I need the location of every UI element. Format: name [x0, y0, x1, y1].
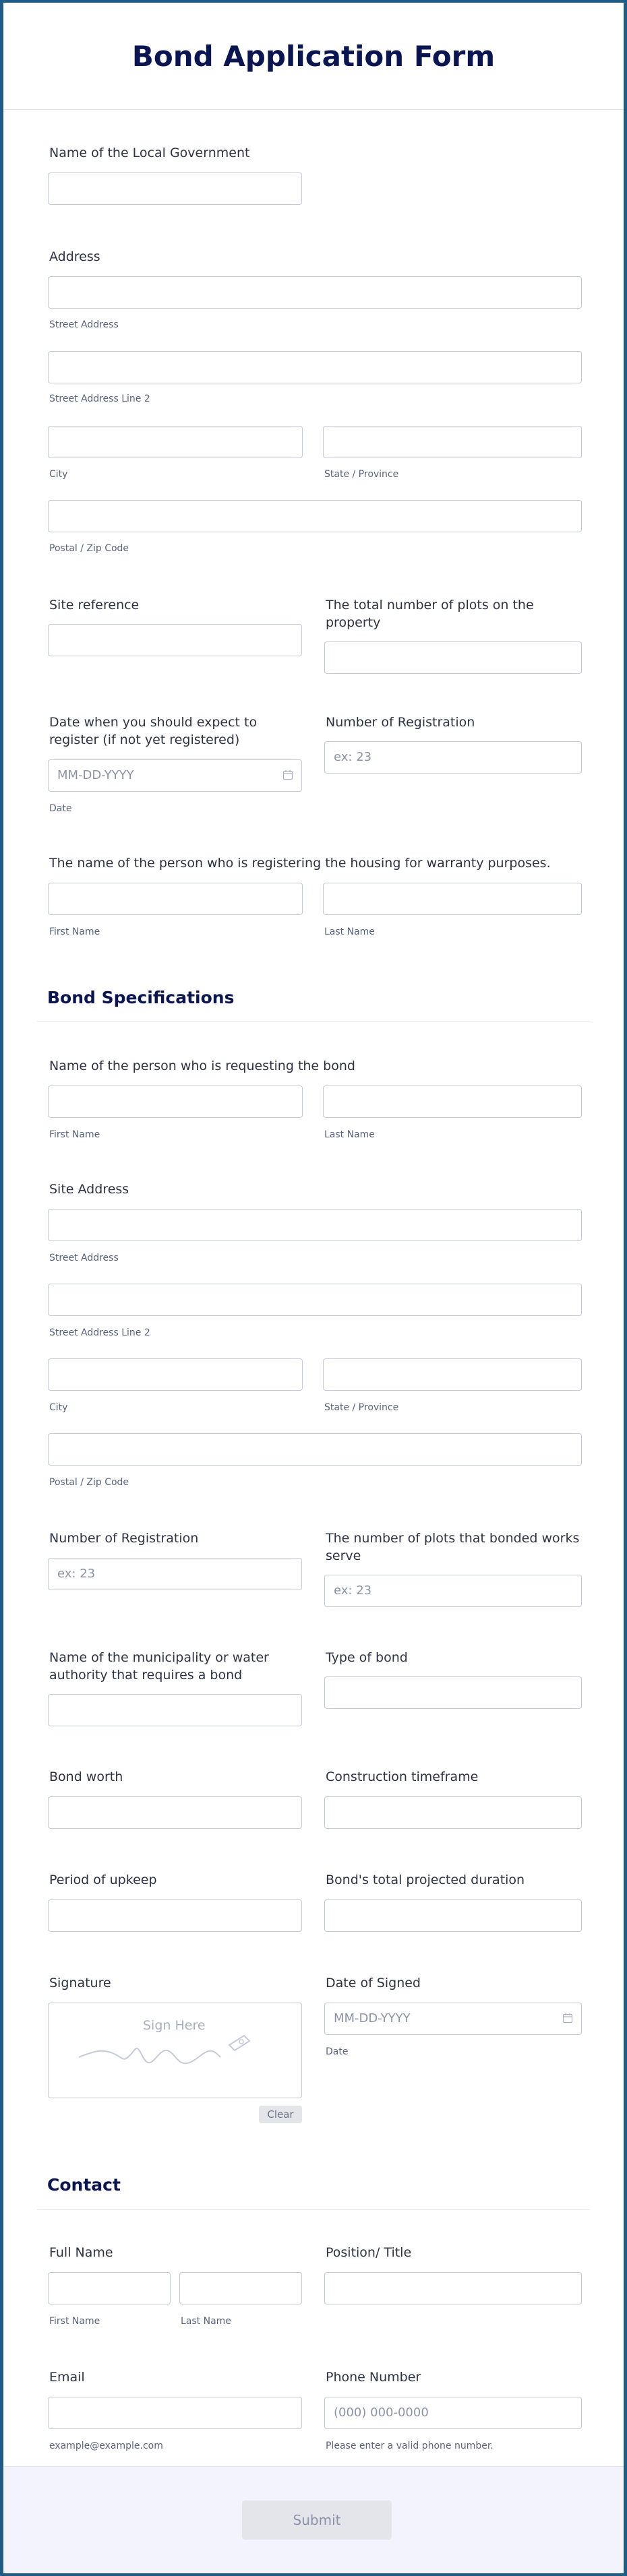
site-postal-code-input[interactable]	[48, 1433, 582, 1466]
registration-number-placeholder: ex: 23	[334, 750, 372, 764]
municipality-label: Name of the municipality or water authority that requires a bond	[49, 1650, 269, 1683]
site-street-address-input[interactable]	[48, 1209, 582, 1241]
city-sublabel: City	[49, 469, 68, 480]
type-of-bond-label: Type of bond	[326, 1650, 408, 1665]
city-input[interactable]	[48, 426, 303, 458]
date-signed-sublabel: Date	[326, 2046, 349, 2057]
registration-number-label: Number of Registration	[326, 715, 475, 730]
form-title: Bond Application Form	[131, 40, 496, 73]
type-of-bond-input[interactable]	[324, 1676, 582, 1709]
warranty-first-name-sublabel: First Name	[49, 926, 100, 937]
projected-duration-input[interactable]	[324, 1899, 582, 1932]
phone-number-input[interactable]	[324, 2397, 582, 2429]
contact-last-name-input[interactable]	[179, 2272, 302, 2304]
signature-pen-icon	[76, 2030, 271, 2071]
postal-code-sublabel: Postal / Zip Code	[49, 543, 129, 554]
warranty-first-name-input[interactable]	[48, 883, 303, 915]
contact-heading: Contact	[47, 2175, 121, 2195]
phone-number-hint: Please enter a valid phone number.	[326, 2441, 494, 2451]
contact-last-name-sublabel: Last Name	[181, 2316, 231, 2327]
bond-worth-input[interactable]	[48, 1796, 302, 1829]
date-signed-label: Date of Signed	[326, 1976, 421, 1990]
full-name-label: Full Name	[49, 2245, 113, 2260]
requesting-last-name-input[interactable]	[323, 1086, 582, 1118]
email-hint: example@example.com	[49, 2441, 163, 2451]
registration-number-input[interactable]	[324, 741, 582, 774]
postal-code-input[interactable]	[48, 500, 582, 532]
site-street-address-line2-input[interactable]	[48, 1284, 582, 1316]
bond-registration-number-input[interactable]	[48, 1558, 302, 1590]
phone-number-label: Phone Number	[326, 2370, 421, 2385]
local-government-label: Name of the Local Government	[49, 146, 250, 160]
bond-specifications-divider	[37, 1021, 590, 1022]
signature-pad[interactable]	[48, 2003, 302, 2098]
email-label: Email	[49, 2370, 85, 2385]
period-of-upkeep-input[interactable]	[48, 1899, 302, 1932]
expected-date-sublabel: Date	[49, 803, 72, 814]
site-state-sublabel: State / Province	[324, 1402, 399, 1413]
expected-date-label: Date when you should expect to register (if not yet registered)	[49, 715, 258, 747]
construction-timeframe-input[interactable]	[324, 1796, 582, 1829]
total-plots-input[interactable]	[324, 641, 582, 674]
bond-specifications-heading: Bond Specifications	[47, 988, 235, 1007]
plots-served-input[interactable]	[324, 1575, 582, 1607]
form-card	[3, 3, 624, 2573]
date-signed-placeholder: MM-DD-YYYY	[334, 2011, 411, 2025]
site-postal-code-sublabel: Postal / Zip Code	[49, 1477, 129, 1488]
position-title-input[interactable]	[324, 2272, 582, 2304]
phone-number-placeholder: (000) 000-0000	[334, 2406, 429, 2420]
site-city-input[interactable]	[48, 1358, 303, 1391]
calendar-icon[interactable]	[282, 769, 293, 780]
requesting-last-name-sublabel: Last Name	[324, 1129, 375, 1140]
site-city-sublabel: City	[49, 1402, 68, 1413]
state-input[interactable]	[323, 426, 582, 458]
signature-placeholder: Sign Here	[143, 2018, 206, 2033]
email-input[interactable]	[48, 2397, 302, 2429]
street-address-line2-sublabel: Street Address Line 2	[49, 394, 150, 404]
warranty-last-name-input[interactable]	[323, 883, 582, 915]
requesting-first-name-sublabel: First Name	[49, 1129, 100, 1140]
address-label: Address	[49, 249, 100, 264]
signature-label: Signature	[49, 1976, 111, 1990]
street-address-line2-input[interactable]	[48, 351, 582, 383]
state-sublabel: State / Province	[324, 469, 399, 480]
warranty-person-label: The name of the person who is registering the housing for warranty purposes.	[49, 856, 551, 871]
street-address-sublabel: Street Address	[49, 319, 119, 330]
contact-first-name-sublabel: First Name	[49, 2316, 100, 2327]
contact-divider	[37, 2209, 590, 2210]
expected-date-placeholder: MM-DD-YYYY	[57, 768, 134, 782]
date-signed-input[interactable]	[324, 2003, 582, 2035]
street-address-input[interactable]	[48, 276, 582, 309]
form-footer	[3, 2466, 624, 2573]
requesting-person-label: Name of the person who is requesting the bond	[49, 1059, 355, 1073]
signature-clear-button[interactable]: Clear	[259, 2106, 302, 2123]
site-state-input[interactable]	[323, 1358, 582, 1391]
projected-duration-label: Bond's total projected duration	[326, 1873, 525, 1887]
municipality-input[interactable]	[48, 1694, 302, 1726]
construction-timeframe-label: Construction timeframe	[326, 1769, 479, 1784]
calendar-icon[interactable]	[562, 2013, 573, 2023]
position-title-label: Position/ Title	[326, 2245, 412, 2260]
contact-first-name-input[interactable]	[48, 2272, 171, 2304]
plots-served-label: The number of plots that bonded works serve	[326, 1531, 580, 1563]
bond-worth-label: Bond worth	[49, 1769, 123, 1784]
requesting-first-name-input[interactable]	[48, 1086, 303, 1118]
total-plots-label: The total number of plots on the property	[326, 598, 534, 630]
period-of-upkeep-label: Period of upkeep	[49, 1873, 157, 1887]
bond-registration-number-placeholder: ex: 23	[57, 1567, 96, 1581]
submit-button[interactable]: Submit	[242, 2501, 392, 2540]
form-header	[3, 3, 624, 110]
plots-served-placeholder: ex: 23	[334, 1583, 372, 1598]
expected-date-input[interactable]	[48, 759, 302, 792]
site-address-label: Site Address	[49, 1182, 129, 1197]
site-street-address-sublabel: Street Address	[49, 1253, 119, 1263]
bond-registration-number-label: Number of Registration	[49, 1531, 199, 1546]
warranty-last-name-sublabel: Last Name	[324, 926, 375, 937]
site-street-address-line2-sublabel: Street Address Line 2	[49, 1327, 150, 1338]
site-reference-input[interactable]	[48, 624, 302, 656]
local-government-input[interactable]	[48, 172, 302, 205]
site-reference-label: Site reference	[49, 598, 140, 612]
